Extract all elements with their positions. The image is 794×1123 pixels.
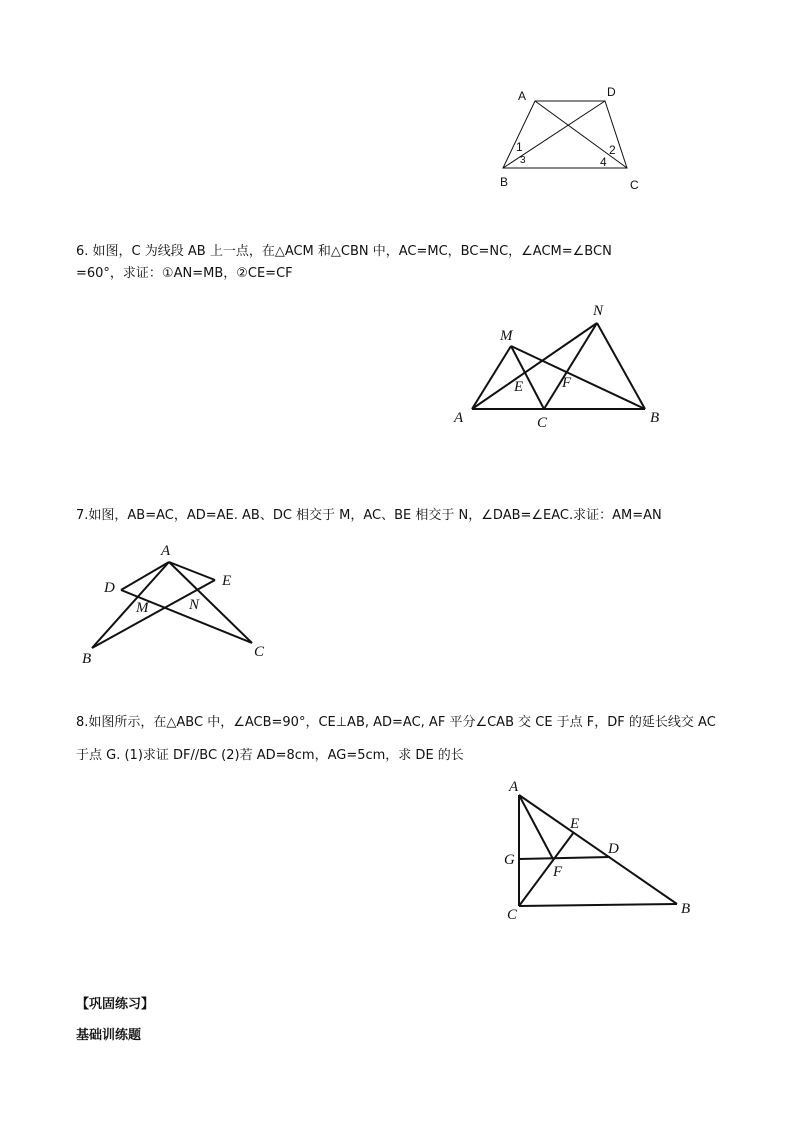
label-A: A: [161, 543, 171, 559]
label-M: M: [500, 328, 513, 344]
label-D: D: [607, 85, 616, 99]
label-C: C: [254, 644, 265, 660]
label-C: C: [507, 907, 518, 923]
section-heading: 【巩固练习】: [76, 997, 155, 1012]
label-E: E: [222, 573, 232, 589]
label-C: C: [537, 415, 548, 431]
label-B: B: [82, 651, 92, 667]
section-subheading: 基础训练题: [76, 1028, 142, 1043]
label-D: D: [104, 580, 115, 596]
label-M: M: [136, 600, 149, 616]
angle-1: 1: [516, 140, 523, 154]
label-F: F: [553, 864, 563, 880]
problem-8-line-1: 8.如图所示，在△ABC 中，∠ACB=90°，CE⊥AB, AD=AC, AF 平分∠CAB 交 CE 于点 F，DF 的延长线交 AC: [76, 715, 716, 730]
label-G: G: [504, 852, 515, 868]
angle-3: 3: [520, 155, 526, 166]
label-C: C: [630, 178, 639, 192]
label-F: F: [562, 375, 572, 391]
problem-6-figure: [445, 298, 675, 433]
label-A: A: [509, 779, 519, 795]
problem-8-figure: [495, 775, 705, 930]
label-B: B: [681, 901, 691, 917]
problem-7-line-1: 7.如图，AB=AC，AD=AE. AB、DC 相交于 M，AC、BE 相交于 N，∠DAB=∠EAC.求证：AM=AN: [76, 508, 662, 523]
label-D: D: [608, 841, 619, 857]
trapezoid-figure: [490, 80, 650, 200]
problem-6-line-2: =60°，求证：①AN=MB，②CE=CF: [76, 266, 293, 281]
label-N: N: [593, 303, 604, 319]
angle-2: 2: [609, 143, 616, 157]
angle-4: 4: [600, 155, 607, 169]
problem-7-figure: [78, 540, 288, 670]
label-B: B: [650, 410, 660, 426]
label-A: A: [518, 89, 527, 103]
problem-6-line-1: 6. 如图，C 为线段 AB 上一点，在△ACM 和△CBN 中，AC=MC，BC=NC，∠ACM=∠BCN: [76, 244, 612, 259]
label-E: E: [514, 379, 524, 395]
label-N: N: [189, 597, 200, 613]
problem-8-line-2: 于点 G. (1)求证 DF//BC (2)若 AD=8cm，AG=5cm，求 DE 的长: [76, 748, 464, 763]
label-B: B: [500, 175, 509, 189]
label-A: A: [454, 410, 464, 426]
label-E: E: [570, 816, 580, 832]
